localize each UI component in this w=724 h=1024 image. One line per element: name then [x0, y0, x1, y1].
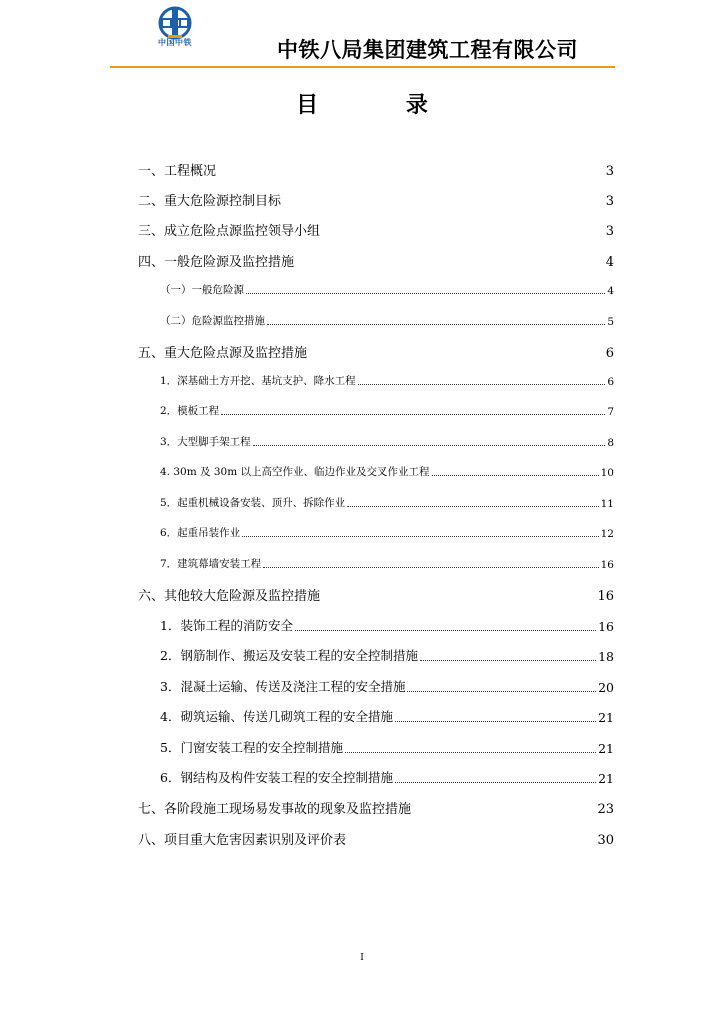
toc-entry-label: 三、成立危险点源监控领导小组: [138, 224, 321, 239]
toc-entry-page: 16: [598, 619, 614, 634]
toc-entry[interactable]: [138, 829, 614, 848]
toc-entry[interactable]: [138, 677, 614, 695]
toc-entry[interactable]: [138, 798, 614, 817]
toc-leader-dots: [395, 721, 596, 722]
page-header: [0, 0, 724, 72]
toc-entry-label: 四、一般危险源及监控措施: [138, 255, 295, 270]
toc-entry-page: 11: [600, 498, 614, 510]
toc-leader-dots: [358, 384, 606, 385]
toc-leader-dots: [267, 324, 605, 325]
toc-entry[interactable]: [138, 160, 614, 179]
toc-entry-page: 5: [607, 316, 614, 328]
toc-entry-page: 18: [598, 649, 614, 664]
logo-text: 中国中铁: [158, 38, 192, 47]
toc-entry-page: 6: [605, 346, 614, 361]
toc-entry[interactable]: [138, 768, 614, 786]
toc-entry-page: 6: [607, 376, 614, 388]
toc-entry-label: 六、其他较大危险源及监控措施: [138, 589, 321, 604]
toc-leader-dots: [420, 660, 596, 661]
toc-entry-page: 16: [600, 559, 614, 571]
company-name: 中铁八局集团建筑工程有限公司: [277, 38, 578, 62]
toc-entry[interactable]: [138, 220, 614, 239]
toc-leader-dots: [246, 293, 605, 294]
toc-entry[interactable]: [138, 190, 614, 209]
page-title: 目 录: [296, 93, 468, 118]
toc-leader-dots: [253, 445, 606, 446]
toc-entry-label: （二）危险源监控措施: [160, 315, 265, 327]
toc-entry-page: 10: [600, 467, 614, 479]
toc-entry-page: 30: [597, 833, 614, 848]
toc-entry-page: 3: [605, 194, 614, 209]
toc-entry-page: 21: [598, 741, 614, 756]
page-number: I: [360, 953, 364, 963]
toc-entry-page: 16: [597, 589, 614, 604]
toc-entry-page: 4: [605, 255, 614, 270]
toc-entry[interactable]: [138, 707, 614, 725]
toc-entry-label: 1．深基础土方开挖、基坑支护、降水工程: [160, 375, 356, 387]
toc-entry[interactable]: [138, 738, 614, 756]
toc-entry-label: 2．模板工程: [160, 405, 220, 417]
toc-entry[interactable]: [138, 616, 614, 634]
toc-entry-label: 7．建筑幕墙安装工程: [160, 558, 262, 570]
toc-entry[interactable]: [138, 646, 614, 664]
toc-entry-label: 1．装饰工程的消防安全: [160, 618, 293, 633]
toc-entry-label: 二、重大危险源控制目标: [138, 194, 282, 209]
toc-entry-label: 5．起重机械设备安装、顶升、拆除作业: [160, 497, 346, 509]
header-rule: [110, 66, 615, 68]
toc-leader-dots: [295, 630, 596, 631]
toc-leader-dots: [347, 506, 598, 507]
toc-entry-page: 12: [600, 528, 614, 540]
toc-leader-dots: [242, 536, 598, 537]
toc-entry-label: 3．混凝土运输、传送及浇注工程的安全措施: [160, 679, 406, 694]
toc-entry[interactable]: [138, 342, 614, 361]
toc-leader-dots: [345, 752, 596, 753]
toc-entry-label: 4．砌筑运输、传送几砌筑工程的安全措施: [160, 709, 393, 724]
toc-entry[interactable]: [138, 373, 614, 388]
toc-entry-label: 4. 30m 及 30m 以上高空作业、临边作业及交叉作业工程: [160, 466, 430, 478]
toc-entry[interactable]: [138, 585, 614, 604]
toc-entry[interactable]: [138, 403, 614, 418]
toc-entry[interactable]: [138, 556, 614, 571]
toc-entry[interactable]: [138, 282, 614, 297]
toc-leader-dots: [221, 414, 605, 415]
toc-entry-page: 7: [607, 406, 614, 418]
toc-entry[interactable]: [138, 313, 614, 328]
toc-entry-label: 5．门窗安装工程的安全控制措施: [160, 740, 343, 755]
toc-entry-label: 五、重大危险点源及监控措施: [138, 346, 308, 361]
toc-entry[interactable]: [138, 434, 614, 449]
toc-entry[interactable]: [138, 251, 614, 270]
toc-entry-label: 一、工程概况: [138, 164, 217, 179]
toc-leader-dots: [407, 691, 596, 692]
toc-entry-label: 6．起重吊装作业: [160, 527, 241, 539]
toc-leader-dots: [395, 782, 596, 783]
toc-entry-page: 21: [598, 710, 614, 725]
toc-entry-page: 3: [605, 224, 614, 239]
toc-entry-page: 8: [607, 437, 614, 449]
toc-entry-label: 2．钢筋制作、搬运及安装工程的安全控制措施: [160, 648, 418, 663]
toc-entry-label: 6．钢结构及构件安装工程的安全控制措施: [160, 770, 393, 785]
toc-entry[interactable]: [138, 495, 614, 510]
toc-leader-dots: [263, 567, 598, 568]
toc-entry-page: 4: [607, 285, 614, 297]
toc-entry[interactable]: [138, 525, 614, 540]
toc-entry-label: 3．大型脚手架工程: [160, 436, 251, 448]
toc-entry-page: 21: [598, 771, 614, 786]
toc-entry-page: 20: [598, 680, 614, 695]
toc-entry-label: 七、各阶段施工现场易发事故的现象及监控措施: [138, 802, 412, 817]
toc-leader-dots: [432, 475, 599, 476]
toc-entry-page: 23: [597, 802, 614, 817]
toc-entry-label: （一）一般危险源: [160, 284, 244, 296]
toc-entry[interactable]: [138, 464, 614, 479]
toc-entry-label: 八、项目重大危害因素识别及评价表: [138, 833, 347, 848]
toc-entry-page: 3: [605, 164, 614, 179]
